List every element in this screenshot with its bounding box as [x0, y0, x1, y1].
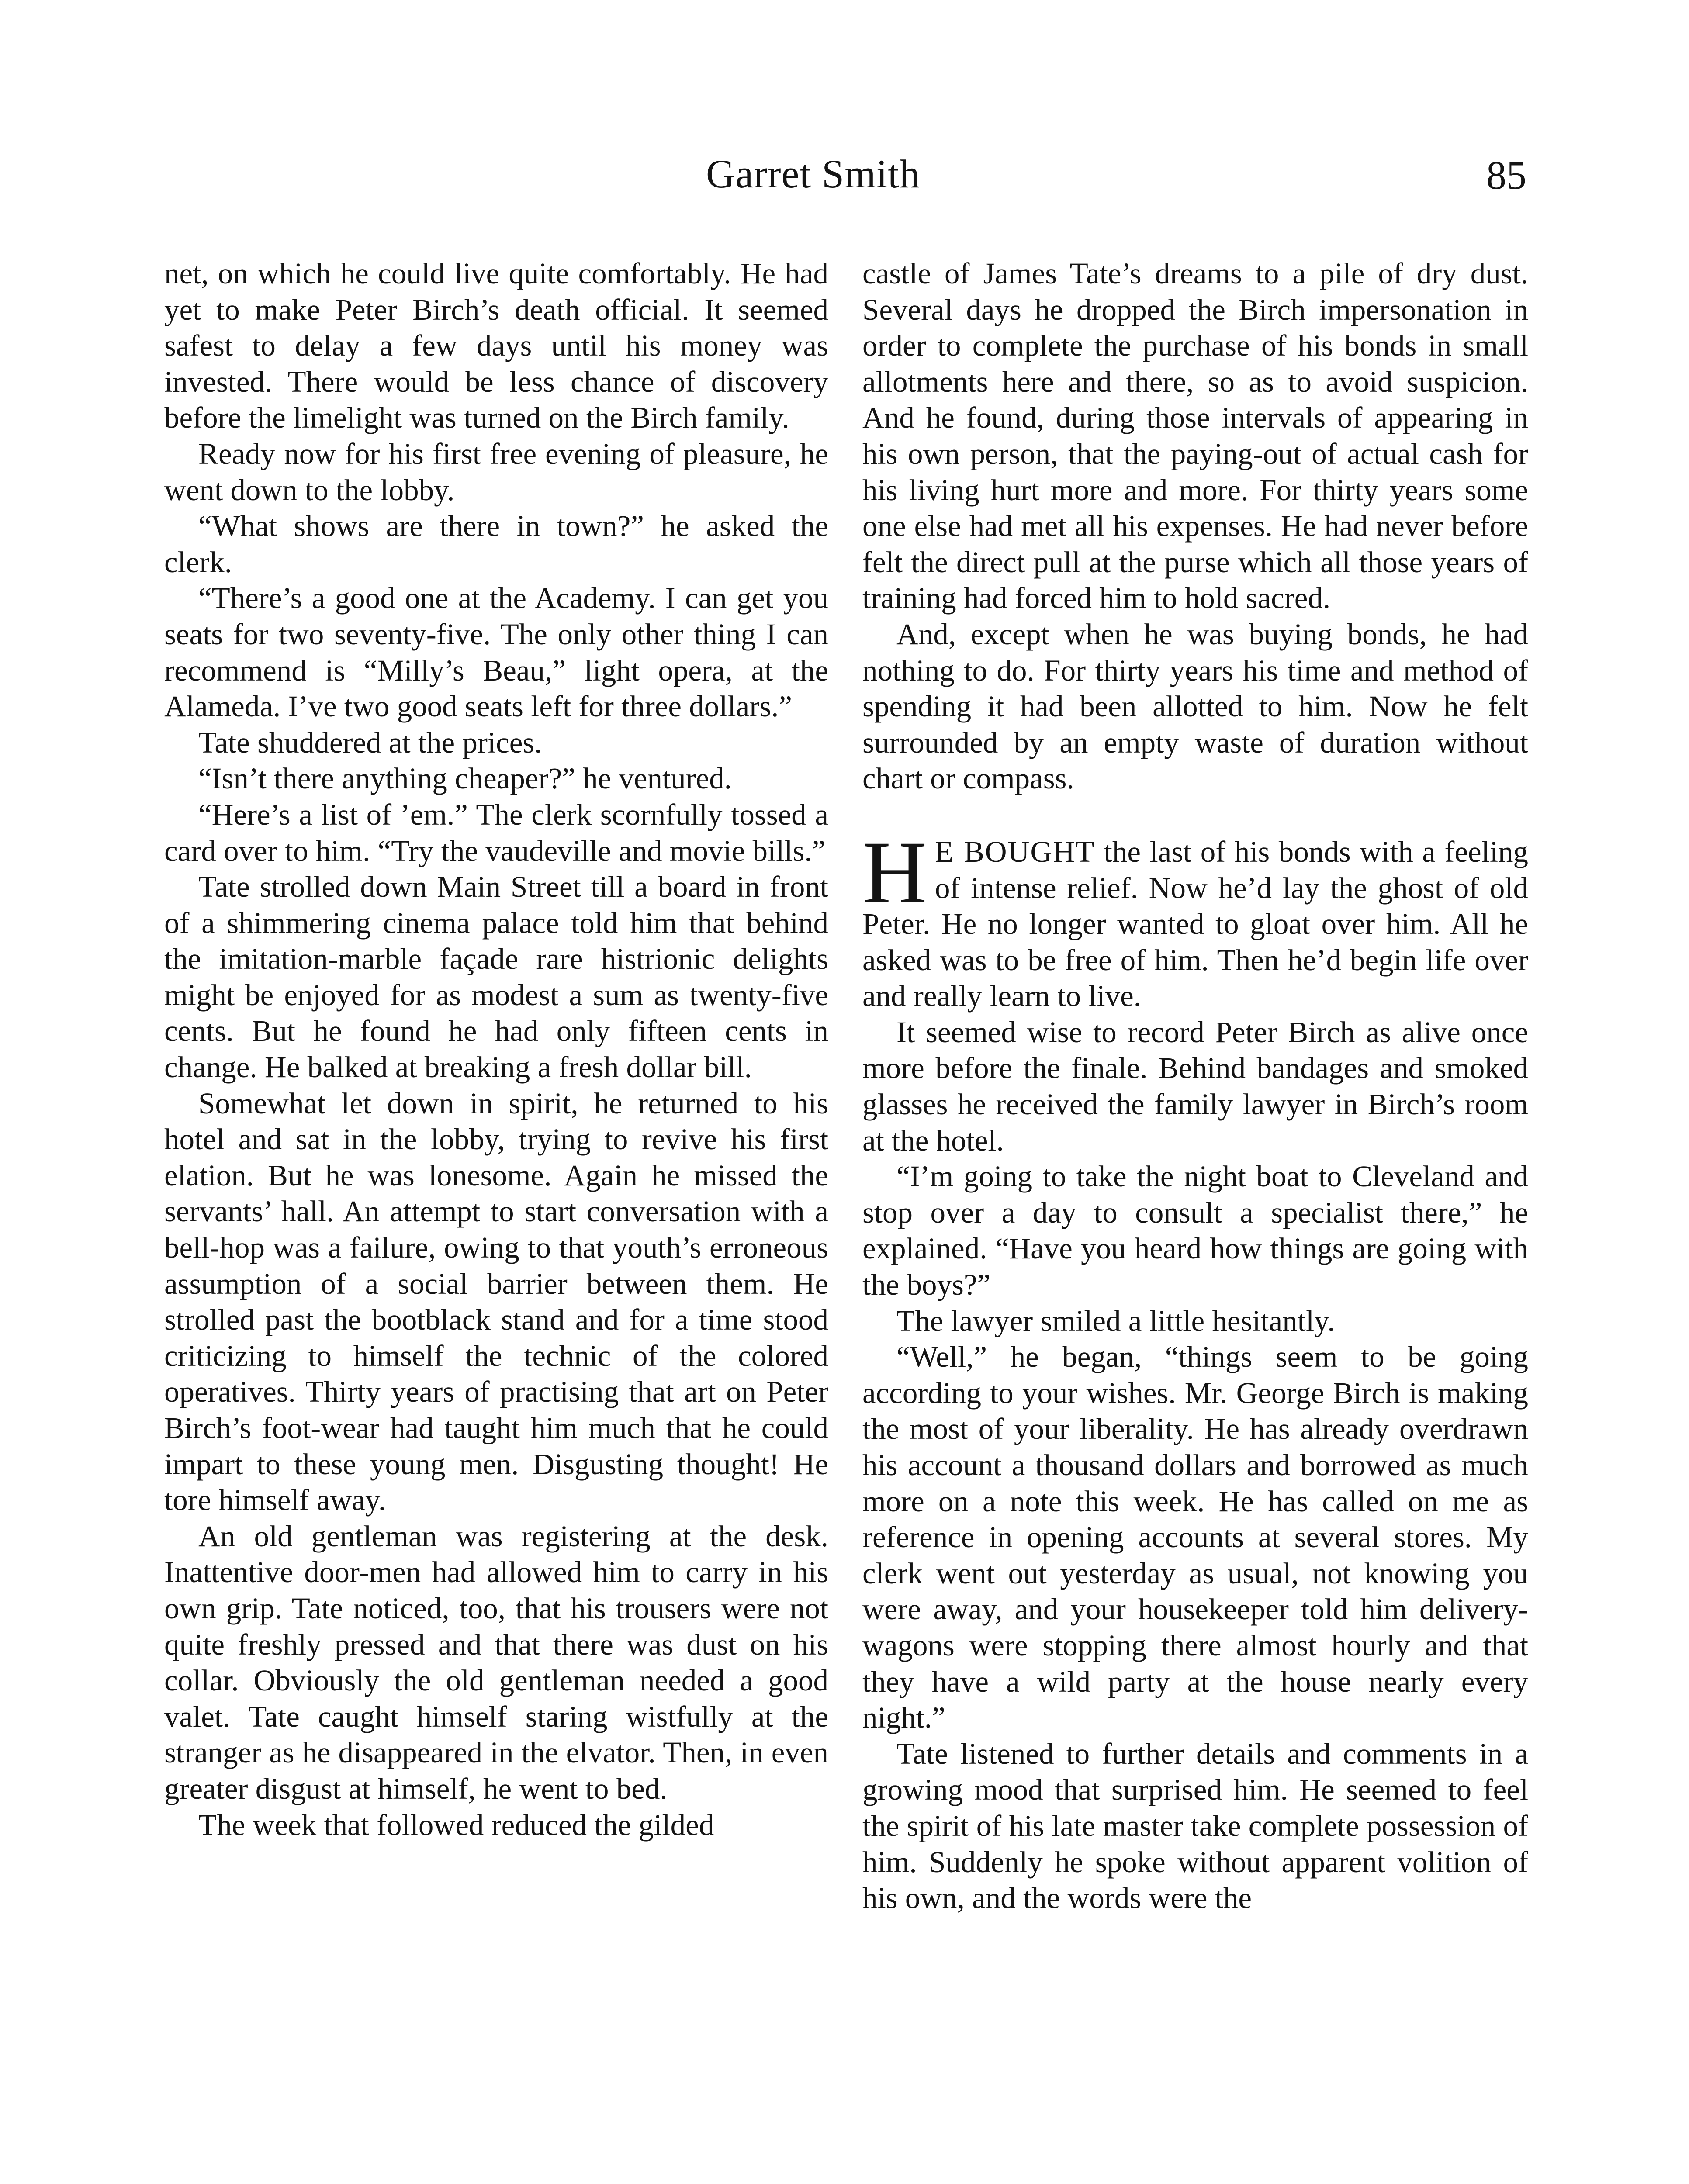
- section-text: the last of his bonds with a feeling of intense relief. Now he’d lay the ghost of old Peter. He no longer wanted to gloat over him. All he asked was to be free of him. Then he’d begin life over and really learn to live.: [862, 835, 1528, 1013]
- paragraph: “I’m going to take the night boat to Cleveland and stop over a day to consult a specialist there,” he explained. “Have you heard how things are going with the boys?”: [862, 1160, 1528, 1302]
- drop-cap: H: [862, 822, 928, 922]
- paragraph: “Isn’t there anything cheaper?” he ventured.: [198, 762, 732, 795]
- paragraph: “Well,” he began, “things seem to be going according to your wishes. Mr. George Birch is making the most of your liberality. He has already overdrawn his account a thousand dollars and borrowed as much more on a note this week. He has called on me as reference in opening accounts at several stores. My clerk went out yesterday as usual, not knowing you were away, and your housekeeper told him delivery-wagons were stopping there almost hourly and that they have a wild party at the house nearly every night.”: [862, 1340, 1528, 1735]
- small-caps-lead: E BOUGHT: [935, 835, 1095, 868]
- paragraph: Tate shuddered at the prices.: [198, 726, 542, 759]
- paragraph: Ready now for his first free evening of pleasure, he went down to the lobby.: [164, 437, 828, 507]
- paragraph: “What shows are there in town?” he asked the clerk.: [164, 509, 828, 579]
- paragraph: “Here’s a list of ’em.” The clerk scornfully tossed a card over to him. “Try the vaudeville and movie bills.”: [164, 798, 828, 867]
- left-column: [164, 256, 828, 1843]
- paragraph: An old gentleman was registering at the desk. Inattentive door-men had allowed him to carry in his own grip. Tate noticed, too, that his trousers were not quite freshly pressed and that there was dust on his collar. Obviously the old gentleman needed a good valet. Tate caught himself staring wistfully at the stranger as he disappeared in the elvator. Then, in even greater disgust at himself, he went to bed.: [164, 1519, 828, 1805]
- paragraph: Tate listened to further details and comments in a growing mood that surprised him. He seemed to feel the spirit of his late master take complete possession of him. Suddenly he spoke without apparent volition of his own, and the words were the: [862, 1737, 1528, 1915]
- page-number: 85: [1486, 153, 1526, 197]
- paragraph: The lawyer smiled a little hesitantly.: [896, 1304, 1335, 1337]
- paragraph: And, except when he was buying bonds, he had nothing to do. For thirty years his time and method of spending it had been allotted to him. Now he felt surrounded by an empty waste of duration without chart or compass.: [862, 617, 1528, 795]
- paragraph: Somewhat let down in spirit, he returned to his hotel and sat in the lobby, trying to revive his first elation. But he was lonesome. Again he missed the servants’ hall. An attempt to start conversation with a bell-hop was a failure, owing to that youth’s erroneous assumption of a social barrier between them. He strolled past the bootblack stand and for a time stood criticizing to himself the technic of the colored operatives. Thirty years of practising that art on Peter Birch’s foot-wear had taught him much that he could impart to these young men. Disgusting thought! He tore himself away.: [164, 1086, 828, 1517]
- paragraph: “There’s a good one at the Academy. I can get you seats for two seventy-five. The only other thing I can recommend is “Milly’s Beau,” light opera, at the Alameda. I’ve two good seats left for three dollars.”: [164, 581, 828, 723]
- section-opening-paragraph: [862, 822, 1528, 1014]
- paragraph: castle of James Tate’s dreams to a pile of dry dust. Several days he dropped the Birch impersonation in order to complete the purchase of his bonds in small allotments here and there, so as to avoid suspicion. And he found, during those intervals of appearing in his own person, that the paying-out of actual cash for his living hurt more and more. For thirty years some one else had met all his expenses. He had never before felt the direct pull at the purse which all those years of training had forced him to hold sacred.: [862, 257, 1528, 615]
- paragraph: net, on which he could live quite comfortably. He had yet to make Peter Birch’s death official. It seemed safest to delay a few days until his money was invested. There would be less chance of discovery before the limelight was turned on the Birch family.: [164, 257, 828, 435]
- running-head: Garret Smith: [706, 152, 920, 196]
- paragraph: The week that followed reduced the gilded: [198, 1808, 714, 1842]
- right-column: [862, 256, 1528, 1916]
- paragraph: Tate strolled down Main Street till a board in front of a shimmering cinema palace told him that behind the imitation-marble façade rare histrionic delights might be enjoyed for as modest a sum as twenty-five cents. But he found he had only fifteen cents in change. He balked at breaking a fresh dollar bill.: [164, 870, 828, 1084]
- paragraph: It seemed wise to record Peter Birch as alive once more before the finale. Behind bandages and smoked glasses he received the family lawyer in Birch’s room at the hotel.: [862, 1015, 1528, 1157]
